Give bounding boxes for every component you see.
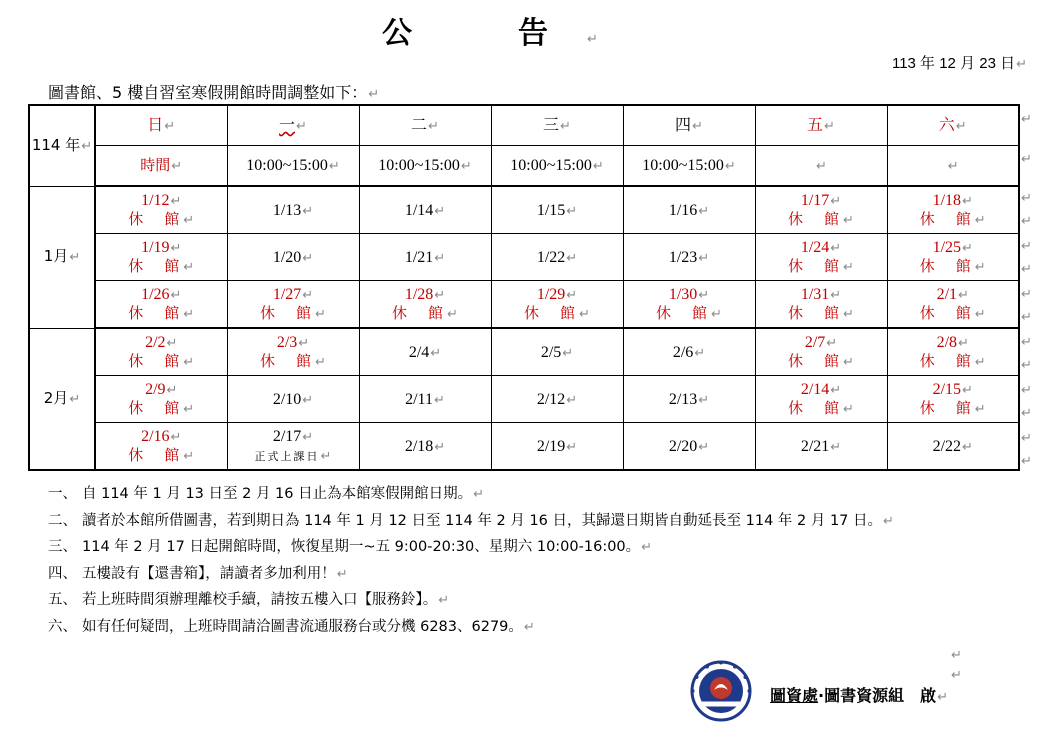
date-number: 2/11 bbox=[405, 390, 433, 408]
paragraph-mark: ↵ bbox=[170, 287, 182, 302]
date-cell bbox=[623, 328, 755, 376]
paragraph-mark: ↵ bbox=[328, 158, 340, 173]
closed-label: 休 館 bbox=[788, 210, 843, 228]
month-label: 2月↵ bbox=[29, 328, 95, 470]
row-end-mark: ↵ bbox=[1021, 335, 1032, 350]
date-cell bbox=[227, 328, 359, 376]
closed-label: 休 館 bbox=[260, 352, 315, 370]
date-number: 2/17 bbox=[272, 427, 302, 445]
paragraph-mark: ↵ bbox=[830, 438, 842, 454]
paragraph-mark: ↵ bbox=[566, 391, 578, 407]
date-number: 2/18 bbox=[404, 437, 434, 455]
paragraph-mark: ↵ bbox=[974, 212, 986, 227]
paragraph-mark: ↵ bbox=[434, 287, 446, 302]
closed-label: 休 館 bbox=[128, 352, 183, 370]
paragraph-mark: ↵ bbox=[69, 391, 81, 407]
row-end-mark: ↵ bbox=[1021, 152, 1032, 167]
note-text: 五樓設有【還書箱】，請讀者多加利用！ bbox=[82, 565, 336, 582]
paragraph-mark: ↵ bbox=[830, 240, 842, 255]
date-cell bbox=[623, 423, 755, 471]
date-cell bbox=[755, 234, 887, 281]
date-cell bbox=[359, 376, 491, 423]
date-cell bbox=[491, 186, 623, 234]
date-number: 1/20 bbox=[272, 248, 302, 266]
paragraph-mark: ↵ bbox=[560, 118, 571, 133]
paragraph-mark: ↵ bbox=[566, 287, 578, 302]
paragraph-mark: ↵ bbox=[473, 487, 485, 502]
date-cell bbox=[359, 186, 491, 234]
date-number: 2/10 bbox=[272, 390, 302, 408]
closed-label: 休 館 bbox=[128, 446, 183, 464]
date-cell bbox=[887, 423, 1019, 471]
date-number: 2/7 bbox=[804, 334, 826, 351]
paragraph-mark: ↵ bbox=[428, 118, 439, 133]
date-number: 2/1 bbox=[936, 286, 958, 303]
paragraph-mark: ↵ bbox=[962, 438, 973, 454]
paragraph-mark: ↵ bbox=[698, 202, 710, 218]
date-cell bbox=[887, 328, 1019, 376]
date-cell bbox=[887, 234, 1019, 281]
paragraph-mark: ↵ bbox=[69, 250, 81, 265]
closed-label: 休 館 bbox=[260, 304, 315, 322]
date-number: 1/21 bbox=[404, 248, 434, 266]
date-number: 1/15 bbox=[536, 201, 566, 219]
date-cell bbox=[623, 234, 755, 281]
date-number: 2/19 bbox=[536, 437, 566, 455]
row-end-mark: ↵ bbox=[1021, 112, 1032, 127]
signature-dept: ·圖書資源組 bbox=[818, 686, 905, 705]
paragraph-mark: ↵ bbox=[843, 354, 854, 369]
row-end-mark: ↵ bbox=[1021, 310, 1032, 325]
date-number: 2/3 bbox=[276, 334, 298, 351]
paragraph-mark: ↵ bbox=[523, 619, 535, 635]
paragraph-mark: ↵ bbox=[830, 287, 842, 302]
date-cell bbox=[623, 376, 755, 423]
note-text: 114 年 2 月 17 日起開館時間，恢復星期一~五 9:00-20:30、星期六 10:00-16:00。 bbox=[82, 539, 641, 556]
date-number: 1/31 bbox=[800, 286, 830, 303]
row-end-mark: ↵ bbox=[1021, 191, 1032, 206]
day-header: 五↵ bbox=[755, 105, 887, 146]
date-number: 1/28 bbox=[404, 286, 434, 303]
year-cell: 114 年↵ bbox=[29, 105, 95, 186]
date-cell bbox=[95, 186, 227, 234]
paragraph-mark: ↵ bbox=[962, 382, 973, 397]
row-end-mark: ↵ bbox=[1021, 454, 1032, 469]
paragraph-mark: ↵ bbox=[958, 335, 969, 350]
note-item bbox=[48, 534, 894, 561]
date-number: 2/6 bbox=[672, 343, 694, 361]
day-header: 四↵ bbox=[623, 105, 755, 146]
paragraph-mark: ↵ bbox=[698, 249, 710, 265]
date-cell bbox=[359, 423, 491, 471]
paragraph-mark: ↵ bbox=[81, 138, 93, 154]
paragraph-mark: ↵ bbox=[166, 335, 178, 350]
date-number: 2/12 bbox=[536, 390, 566, 408]
date-number: 2/9 bbox=[145, 381, 166, 398]
paragraph-mark: ↵ bbox=[183, 212, 195, 227]
note-item bbox=[48, 481, 894, 508]
date-number: 2/15 bbox=[932, 381, 962, 398]
date-cell bbox=[95, 328, 227, 376]
date-cell bbox=[491, 234, 623, 281]
note-number: 三、 bbox=[48, 539, 77, 556]
paragraph-mark: ↵ bbox=[592, 158, 604, 173]
paragraph-mark: ↵ bbox=[692, 118, 703, 133]
date-cell bbox=[95, 281, 227, 329]
notes-list bbox=[48, 481, 894, 641]
paragraph-mark: ↵ bbox=[183, 448, 195, 463]
date-number: 1/24 bbox=[800, 239, 830, 256]
paragraph-mark: ↵ bbox=[302, 202, 314, 218]
intro-text: 圖書館、5 樓自習室寒假開館時間調整如下：↵ bbox=[48, 83, 380, 102]
paragraph-mark: ↵ bbox=[843, 259, 854, 274]
paragraph-mark: ↵ bbox=[843, 306, 854, 321]
paragraph-mark: ↵ bbox=[962, 240, 973, 255]
paragraph-mark: ↵ bbox=[843, 401, 854, 416]
closed-label: 休 館 bbox=[919, 352, 974, 370]
date-number: 1/12 bbox=[141, 192, 170, 209]
date-cell bbox=[359, 281, 491, 329]
closed-label: 休 館 bbox=[128, 210, 183, 228]
paragraph-mark: ↵ bbox=[315, 306, 326, 321]
note-text: 自 114 年 1 月 13 日至 2 月 16 日止為本館寒假開館日期。 bbox=[82, 486, 473, 502]
date-cell bbox=[227, 281, 359, 329]
page-title: 公 告↵ bbox=[382, 16, 598, 51]
date-cell bbox=[95, 376, 227, 423]
hours-label: 時間↵ bbox=[95, 146, 227, 187]
paragraph-mark: ↵ bbox=[955, 118, 967, 133]
paragraph-mark: ↵ bbox=[974, 306, 986, 321]
paragraph-mark: ↵ bbox=[698, 287, 710, 302]
note-item bbox=[48, 508, 894, 535]
hours-cell: 10:00~15:00↵ bbox=[227, 146, 359, 187]
row-end-mark: ↵ bbox=[1021, 214, 1032, 229]
closed-label: 休 館 bbox=[788, 304, 843, 322]
schedule-table bbox=[28, 104, 1020, 471]
paragraph-mark: ↵ bbox=[951, 668, 962, 683]
paragraph-mark: ↵ bbox=[164, 118, 176, 133]
note-text: 若上班時間須辦理離校手續，請按五樓入口【服務鈴】。 bbox=[82, 592, 438, 609]
date-cell bbox=[227, 186, 359, 234]
closed-label: 休 館 bbox=[919, 210, 974, 228]
paragraph-mark: ↵ bbox=[974, 401, 986, 416]
date-cell bbox=[755, 376, 887, 423]
date-cell bbox=[491, 423, 623, 471]
paragraph-mark: ↵ bbox=[947, 158, 959, 173]
paragraph-mark: ↵ bbox=[447, 306, 458, 321]
paragraph-mark: ↵ bbox=[460, 158, 472, 173]
closed-label: 休 館 bbox=[128, 399, 183, 417]
closed-label: 休 館 bbox=[919, 304, 974, 322]
week-row bbox=[29, 423, 1019, 471]
date-number: 2/20 bbox=[668, 437, 698, 455]
day-header: 一↵ bbox=[227, 105, 359, 146]
closed-label: 休 館 bbox=[128, 257, 183, 275]
paragraph-mark: ↵ bbox=[974, 259, 986, 274]
note-text: 讀者於本館所借圖書，若到期日為 114 年 1 月 12 日至 114 年 2 月 16 日，其歸還日期皆自動延長至 114 年 2 月 17 日。 bbox=[82, 512, 883, 529]
note-item bbox=[48, 614, 894, 641]
date-number: 1/27 bbox=[272, 286, 302, 303]
note-number: 四、 bbox=[48, 565, 77, 582]
date-number: 1/23 bbox=[668, 248, 698, 266]
university-seal-icon bbox=[690, 660, 752, 722]
date-number: 2/13 bbox=[668, 390, 698, 408]
paragraph-mark: ↵ bbox=[170, 429, 182, 444]
date-cell bbox=[887, 186, 1019, 234]
paragraph-mark: ↵ bbox=[183, 401, 195, 416]
week-row bbox=[29, 376, 1019, 423]
date-cell bbox=[755, 328, 887, 376]
row-end-mark: ↵ bbox=[1021, 239, 1032, 254]
date-cell bbox=[755, 281, 887, 329]
closed-label: 休 館 bbox=[919, 399, 974, 417]
paragraph-mark: ↵ bbox=[434, 438, 446, 454]
paragraph-mark: ↵ bbox=[830, 193, 842, 208]
day-header: 日↵ bbox=[95, 105, 227, 146]
date-number: 2/16 bbox=[141, 428, 170, 445]
date-cell bbox=[491, 376, 623, 423]
paragraph-mark: ↵ bbox=[183, 306, 195, 321]
paragraph-mark: ↵ bbox=[962, 193, 973, 208]
paragraph-mark: ↵ bbox=[958, 287, 969, 302]
month-label: 1月↵ bbox=[29, 186, 95, 328]
paragraph-mark: ↵ bbox=[843, 212, 854, 227]
date-cell bbox=[95, 423, 227, 471]
paragraph-mark: ↵ bbox=[166, 382, 178, 397]
paragraph-mark: ↵ bbox=[336, 566, 348, 582]
date-number: 1/22 bbox=[536, 248, 566, 266]
date-cell bbox=[887, 281, 1019, 329]
paragraph-mark: ↵ bbox=[566, 249, 578, 265]
paragraph-mark: ↵ bbox=[183, 354, 195, 369]
note-item bbox=[48, 587, 894, 614]
week-row bbox=[29, 186, 1019, 234]
date-number: 1/13 bbox=[272, 201, 302, 219]
closed-label: 休 館 bbox=[788, 352, 843, 370]
date-cell bbox=[623, 281, 755, 329]
date-cell bbox=[623, 186, 755, 234]
paragraph-mark: ↵ bbox=[566, 202, 578, 218]
paragraph-mark: ↵ bbox=[974, 354, 986, 369]
paragraph-mark: ↵ bbox=[320, 447, 332, 463]
date-cell bbox=[755, 186, 887, 234]
day-header: 六↵ bbox=[887, 105, 1019, 146]
date-cell bbox=[95, 234, 227, 281]
paragraph-mark: ↵ bbox=[170, 240, 182, 255]
week-row bbox=[29, 281, 1019, 329]
date-cell bbox=[755, 423, 887, 471]
closed-label: 休 館 bbox=[919, 257, 974, 275]
note-item bbox=[48, 561, 894, 588]
note-number: 六、 bbox=[48, 618, 77, 635]
paragraph-mark: ↵ bbox=[438, 593, 450, 609]
closed-label: 休 館 bbox=[656, 304, 711, 322]
paragraph-mark: ↵ bbox=[698, 438, 710, 454]
date-number: 2/5 bbox=[540, 343, 562, 361]
date-number: 2/2 bbox=[145, 334, 166, 351]
date-number: 1/14 bbox=[404, 201, 434, 219]
note-number: 五、 bbox=[48, 592, 77, 609]
row-end-mark: ↵ bbox=[1021, 431, 1032, 446]
paragraph-mark: ↵ bbox=[296, 118, 307, 133]
paragraph-mark: ↵ bbox=[302, 391, 314, 407]
row-end-mark: ↵ bbox=[1021, 358, 1032, 373]
week-row bbox=[29, 328, 1019, 376]
announcement-date: 113 年 12 月 23 日↵ bbox=[891, 55, 1027, 72]
paragraph-mark: ↵ bbox=[183, 259, 195, 274]
paragraph-mark: ↵ bbox=[698, 391, 710, 407]
date-number: 2/4 bbox=[408, 343, 430, 361]
week-row bbox=[29, 234, 1019, 281]
hours-cell bbox=[887, 146, 1019, 187]
date-number: 1/17 bbox=[800, 192, 830, 209]
note-number: 二、 bbox=[48, 512, 77, 529]
hours-cell: 10:00~15:00↵ bbox=[359, 146, 491, 187]
day-header: 三↵ bbox=[491, 105, 623, 146]
hours-cell bbox=[755, 146, 887, 187]
date-cell bbox=[491, 281, 623, 329]
paragraph-mark: ↵ bbox=[302, 249, 314, 265]
hours-cell: 10:00~15:00↵ bbox=[491, 146, 623, 187]
date-number: 1/19 bbox=[141, 239, 170, 256]
date-number: 1/16 bbox=[668, 201, 698, 219]
signature-org: 圖資處 bbox=[770, 686, 819, 705]
paragraph-mark: ↵ bbox=[302, 428, 314, 444]
row-end-mark: ↵ bbox=[1021, 406, 1032, 421]
date-number: 1/29 bbox=[536, 286, 566, 303]
paragraph-mark: ↵ bbox=[724, 158, 736, 173]
signature-closing: 啟 bbox=[920, 686, 937, 705]
date-cell bbox=[491, 328, 623, 376]
note-label: 正式上課日 bbox=[254, 449, 320, 463]
date-number: 2/21 bbox=[800, 437, 830, 455]
date-cell bbox=[227, 423, 359, 471]
paragraph-mark: ↵ bbox=[315, 354, 326, 369]
row-end-mark: ↵ bbox=[1021, 383, 1032, 398]
paragraph-mark: ↵ bbox=[694, 344, 706, 360]
paragraph-mark: ↵ bbox=[826, 335, 838, 350]
paragraph-mark: ↵ bbox=[641, 540, 653, 556]
date-cell bbox=[887, 376, 1019, 423]
date-number: 2/22 bbox=[932, 437, 962, 455]
date-cell bbox=[359, 328, 491, 376]
paragraph-mark: ↵ bbox=[434, 249, 446, 265]
row-end-mark: ↵ bbox=[1021, 262, 1032, 277]
date-number: 1/18 bbox=[932, 192, 962, 209]
note-number: 一、 bbox=[48, 486, 77, 502]
hours-row bbox=[29, 146, 1019, 187]
hours-cell: 10:00~15:00↵ bbox=[623, 146, 755, 187]
paragraph-mark: ↵ bbox=[883, 513, 894, 529]
signature: 圖資處·圖書資源組 啟↵ bbox=[770, 686, 949, 705]
date-number: 1/30 bbox=[668, 286, 698, 303]
date-number: 2/14 bbox=[800, 381, 830, 398]
paragraph-mark: ↵ bbox=[579, 306, 590, 321]
paragraph-mark: ↵ bbox=[816, 158, 827, 173]
paragraph-mark: ↵ bbox=[433, 391, 445, 407]
closed-label: 休 館 bbox=[524, 304, 579, 322]
paragraph-mark: ↵ bbox=[298, 335, 310, 350]
date-cell bbox=[227, 234, 359, 281]
closed-label: 休 館 bbox=[788, 257, 843, 275]
paragraph-mark: ↵ bbox=[830, 382, 842, 397]
paragraph-mark: ↵ bbox=[562, 344, 574, 360]
date-number: 1/26 bbox=[141, 286, 170, 303]
date-cell bbox=[359, 234, 491, 281]
day-header: 二↵ bbox=[359, 105, 491, 146]
paragraph-mark: ↵ bbox=[824, 118, 835, 133]
row-end-mark: ↵ bbox=[1021, 287, 1032, 302]
paragraph-mark: ↵ bbox=[951, 648, 962, 663]
closed-label: 休 館 bbox=[788, 399, 843, 417]
day-header-row bbox=[29, 105, 1019, 146]
date-number: 1/25 bbox=[932, 239, 962, 256]
paragraph-mark: ↵ bbox=[171, 158, 183, 173]
note-text: 如有任何疑問，上班時間請洽圖書流通服務台或分機 6283、6279。 bbox=[82, 618, 523, 635]
date-number: 2/8 bbox=[936, 334, 958, 351]
paragraph-mark: ↵ bbox=[430, 344, 442, 360]
paragraph-mark: ↵ bbox=[170, 193, 182, 208]
paragraph-mark: ↵ bbox=[302, 287, 314, 302]
paragraph-mark: ↵ bbox=[434, 202, 446, 218]
closed-label: 休 館 bbox=[128, 304, 183, 322]
paragraph-mark: ↵ bbox=[711, 306, 722, 321]
closed-label: 休 館 bbox=[392, 304, 447, 322]
date-cell bbox=[227, 376, 359, 423]
paragraph-mark: ↵ bbox=[566, 438, 578, 454]
